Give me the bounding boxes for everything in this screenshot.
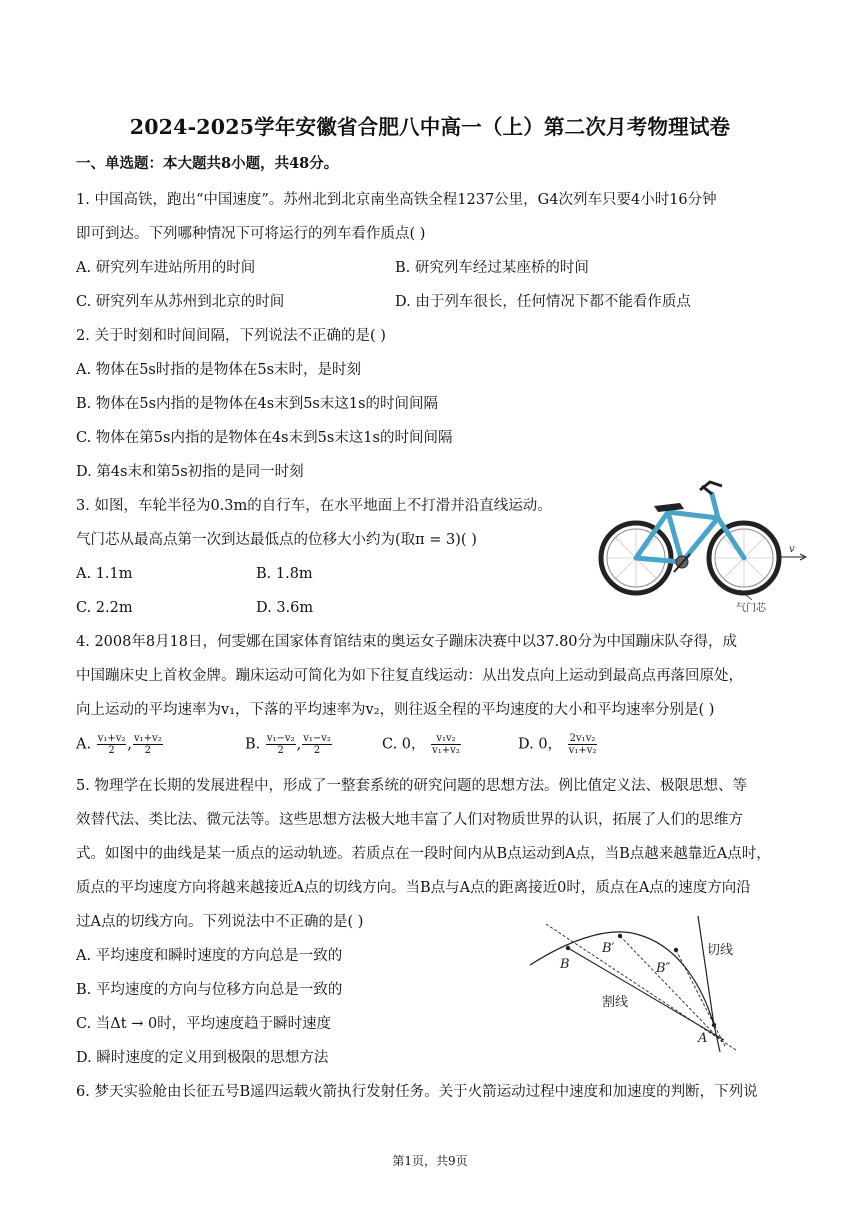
- q4-option-b: [245, 733, 333, 756]
- point-b-double-prime-label: B″: [656, 961, 671, 976]
- fraction-numerator: v₁+v₂: [134, 733, 162, 744]
- q5-stem-line1: 5. 物理学在长期的发展进程中，形成了一整套系统的研究问题的思想方法。例比值定义法、极限思想、等: [76, 778, 747, 794]
- fraction-numerator: v₁−v₂: [303, 733, 331, 744]
- fraction-denominator: 2: [277, 745, 284, 756]
- q2-stem: 2. 关于时刻和时间间隔，下列说法不正确的是( ): [76, 328, 386, 344]
- q4-option-b-label: B.: [245, 736, 261, 753]
- q4-option-a-label: A.: [76, 736, 92, 753]
- q2-option-a: A. 物体在5s时指的是物体在5s末时，是时刻: [76, 362, 362, 378]
- q2-option-b: B. 物体在5s内指的是物体在4s末到5s末这1s的时间间隔: [76, 396, 439, 412]
- fraction-numerator: 2v₁v₂: [568, 733, 598, 745]
- q1-option-d: D. 由于列车很长，任何情况下都不能看作质点: [395, 294, 691, 310]
- q6-stem-line1: 6. 梦天实验舱由长征五号B遥四运载火箭执行发射任务。关于火箭运动过程中速度和加速度的判断，下列说: [76, 1084, 758, 1100]
- q2-option-c: C. 物体在第5s内指的是物体在4s末到5s末这1s的时间间隔: [76, 430, 453, 446]
- q5-stem-line4: 质点的平均速度方向将越来越接近A点的切线方向。当B点与A点的距离接近0时，质点在A点的速度方向沿: [76, 880, 751, 896]
- q4-stem-line2: 中国蹦床史上首枚金牌。蹦床运动可简化为如下往复直线运动：从出发点向上运动到最高点再落回原处，: [76, 668, 743, 684]
- point-a-label: A: [698, 1031, 708, 1046]
- trajectory-figure: [526, 912, 766, 1054]
- valve-label: 气门芯: [736, 603, 766, 614]
- q2-option-d: D. 第4s末和第5s初指的是同一时刻: [76, 464, 304, 480]
- q5-stem-line5: 过A点的切线方向。下列说法中不正确的是( ): [76, 914, 364, 930]
- q1-option-c: C. 研究列车从苏州到北京的时间: [76, 294, 285, 310]
- q4-option-c-fraction: [431, 733, 461, 756]
- q3-option-d: D. 3.6m: [256, 600, 314, 616]
- separator: ,: [296, 736, 302, 753]
- bicycle-figure: [596, 476, 810, 616]
- fraction-denominator: 2: [144, 745, 152, 756]
- point-b-label: B: [560, 957, 570, 972]
- q4-option-a-fraction2: [133, 733, 163, 756]
- fraction-denominator: 2: [313, 745, 321, 756]
- q1-option-a: A. 研究列车进站所用的时间: [76, 260, 256, 276]
- page-footer: 第1页，共9页: [392, 1154, 468, 1168]
- q5-option-a: A. 平均速度和瞬时速度的方向总是一致的: [76, 948, 343, 964]
- q5-option-c: C. 当Δt → 0时，平均速度趋于瞬时速度: [76, 1016, 332, 1032]
- q3-option-a: A. 1.1m: [76, 566, 133, 582]
- tangent-label: 切线: [707, 943, 734, 958]
- q3-stem-line1: 3. 如图，车轮半径为0.3m的自行车，在水平地面上不打滑并沿直线运动。: [76, 498, 552, 514]
- q4-option-a-fraction1: [97, 733, 127, 756]
- fraction-numerator: v₁−v₂: [266, 733, 295, 744]
- q4-option-d-fraction: [568, 733, 598, 756]
- fraction-denominator: 2: [108, 745, 115, 756]
- secant-label: 割线: [602, 995, 629, 1010]
- fraction-denominator: v₁+v₂: [432, 745, 460, 756]
- fraction-denominator: v₁+v₂: [568, 745, 597, 756]
- q5-stem-line3: 式。如图中的曲线是某一质点的运动轨迹。若质点在一段时间内从B点运动到A点，当B点越来越靠近A点时，: [76, 846, 771, 862]
- q4-option-b-fraction1: [266, 733, 296, 756]
- q4-option-b-fraction2: [302, 733, 332, 756]
- q3-option-c: C. 2.2m: [76, 600, 133, 616]
- point-b-prime-label: B′: [602, 941, 615, 956]
- q5-stem-line2: 效替代法、类比法、微元法等。这些思想方法极大地丰富了人们对物质世界的认识，拓展了人们的思维方: [76, 812, 743, 828]
- q4-stem-line3: 向上运动的平均速率为v₁，下落的平均速率为v₂，则往返全程的平均速度的大小和平均速率分别是( ): [76, 702, 715, 718]
- page-title: 2024-2025学年安徽省合肥八中高一（上）第二次月考物理试卷: [129, 115, 731, 139]
- q1-stem-line1: 1. 中国高铁，跑出“中国速度”。苏州北到北京南坐高铁全程1237公里，G4次列车只要4小时16分钟: [76, 192, 717, 208]
- q3-stem-line2: 气门芯从最高点第一次到达最低点的位移大小约为(取π = 3)( ): [76, 532, 477, 548]
- q3-option-b: B. 1.8m: [256, 566, 313, 582]
- separator: ,: [127, 736, 133, 753]
- q1-option-b: B. 研究列车经过某座桥的时间: [395, 260, 589, 276]
- q5-option-b: B. 平均速度的方向与位移方向总是一致的: [76, 982, 343, 998]
- fraction-numerator: v₁v₂: [431, 733, 461, 745]
- q4-option-d: [518, 733, 598, 756]
- q4-stem-line1: 4. 2008年8月18日，何雯娜在国家体育馆结束的奥运女子蹦床决赛中以37.80分为中国蹦床队夺得，成: [76, 634, 738, 650]
- velocity-label: v: [789, 544, 795, 555]
- section-heading: 一、单选题：本大题共8小题，共48分。: [76, 155, 339, 172]
- q1-stem-line2: 即可到达。下列哪种情况下可将运行的列车看作质点( ): [76, 226, 426, 242]
- fraction-numerator: v₁+v₂: [97, 733, 126, 744]
- q5-option-d: D. 瞬时速度的定义用到极限的思想方法: [76, 1050, 329, 1066]
- q4-option-a: [76, 733, 164, 756]
- q4-option-c-label: C. 0，: [382, 736, 426, 753]
- q4-option-d-label: D. 0，: [518, 736, 563, 753]
- q4-option-c: [382, 733, 462, 756]
